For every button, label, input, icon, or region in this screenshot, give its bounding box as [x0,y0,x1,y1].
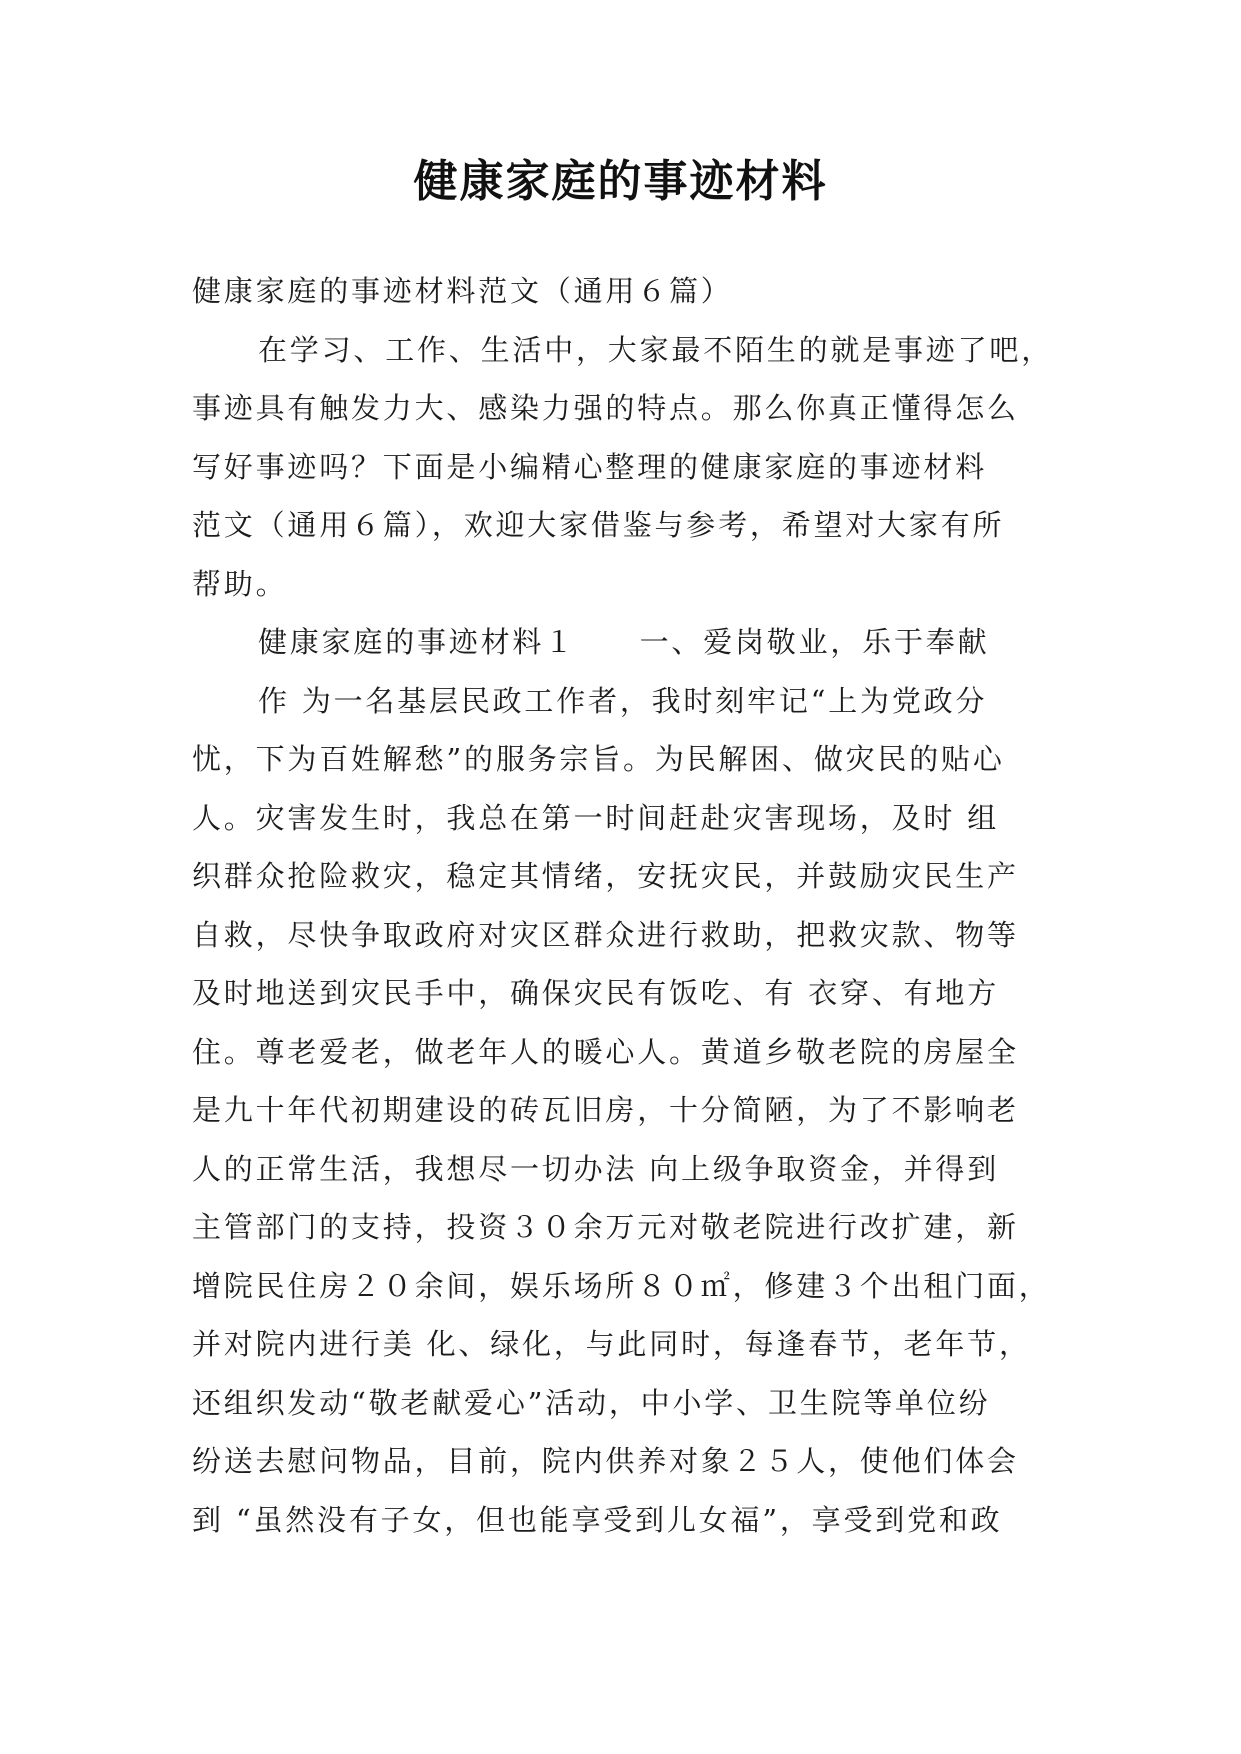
paragraph-line: 事迹具有触发力大、感染力强的特点。那么你真正懂得怎么 [192,391,1019,425]
paragraph-line: 是九十年代初期建设的砖瓦旧房，十分简陋，为了不影响老 [192,1093,1019,1127]
paragraph-line: 织群众抢险救灾，稳定其情绪，安抚灾民，并鼓励灾民生产 [192,859,1019,893]
paragraph-line: 还组织发动“敬老献爱心”活动，中小学、卫生院等单位纷 [192,1385,991,1420]
paragraph-line: 增院民住房２０余间，娱乐场所８０㎡，修建３个出租门面， [192,1268,1051,1303]
document-body [192,262,1062,1549]
section-heading-line: 健康家庭的事迹材料１ 一、爱岗敬业，乐于奉献 [258,625,990,659]
paragraph-line: 及时地送到灾民手中，确保灾民有饭吃、有 衣穿、有地方 [192,976,1000,1010]
paragraph-line: 忧，下为百姓解愁”的服务宗旨。为民解困、做灾民的贴心 [192,742,1005,776]
paragraph-line: 人。灾害发生时，我总在第一时间赶赴灾害现场，及时 组 [192,800,1000,835]
paragraph-line: 帮助。 [192,566,288,601]
paragraph-line: 作 为一名基层民政工作者，我时刻牢记“上为党政分 [258,683,988,718]
subtitle-line: 健康家庭的事迹材料范文（通用６篇） [192,274,733,308]
paragraph-line: 主管部门的支持，投资３０余万元对敬老院进行改扩建，新 [192,1210,1019,1244]
paragraph-line: 纷送去慰问物品，目前，院内供养对象２５人，使他们体会 [192,1444,1019,1478]
paragraph-line: 住。尊老爱老，做老年人的暖心人。黄道乡敬老院的房屋全 [192,1034,1019,1069]
paragraph-line: 范文（通用６篇），欢迎大家借鉴与参考，希望对大家有所 [192,508,1005,542]
paragraph-line: 并对院内进行美 化、绿化，与此同时，每逢春节，老年节， [192,1327,1031,1361]
paragraph-line: 自救，尽快争取政府对灾区群众进行救助，把救灾款、物等 [192,917,1019,952]
document-title: 健康家庭的事迹材料 [413,156,828,207]
paragraph-line: 在学习、工作、生活中，大家最不陌生的就是事迹了吧， [258,332,1054,367]
paragraph-line: 写好事迹吗？下面是小编精心整理的健康家庭的事迹材料 [192,449,988,484]
paragraph-line: 人的正常生活，我想尽一切办法 向上级争取资金，并得到 [192,1151,1000,1186]
paragraph-line: 到 “虽然没有子女，但也能享受到儿女福”，享受到党和政 [192,1502,1003,1537]
